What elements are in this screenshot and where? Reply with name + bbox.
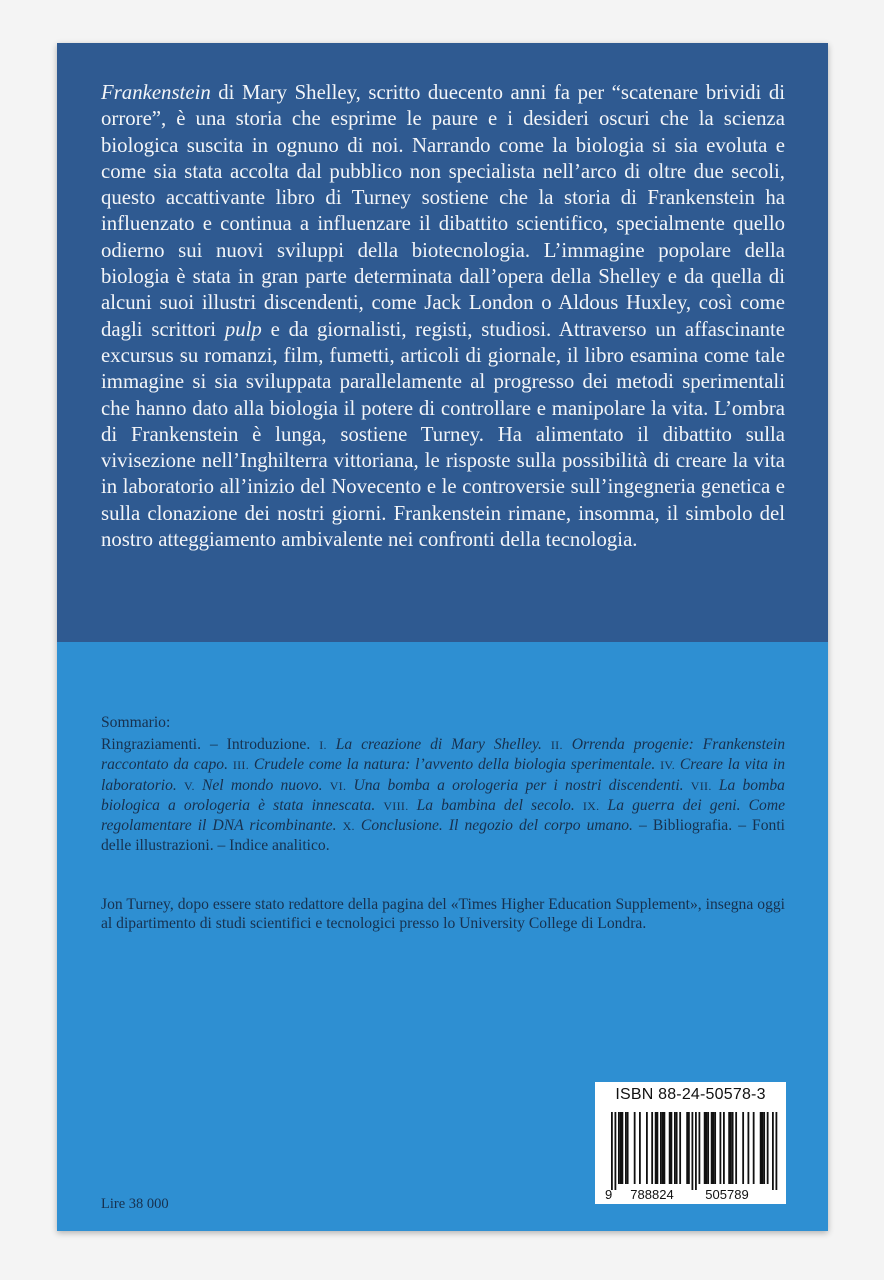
barcode-bar xyxy=(704,1112,706,1184)
barcode-bar xyxy=(723,1112,725,1184)
barcode-bar xyxy=(655,1112,657,1184)
barcode-guard-bar xyxy=(692,1112,694,1190)
barcode-bar xyxy=(732,1112,734,1184)
contents-intro: Ringraziamenti. – Introduzione. xyxy=(101,736,311,754)
isbn-label: ISBN 88-24-50578-3 xyxy=(615,1086,766,1103)
price-label: Lire 38 000 xyxy=(101,1196,169,1212)
barcode-bar xyxy=(688,1112,690,1184)
chapter-title: Nel mondo nuovo. xyxy=(201,776,323,794)
barcode-bar xyxy=(618,1112,620,1184)
barcode-graphic xyxy=(595,1110,786,1202)
barcode-bar xyxy=(763,1112,765,1184)
barcode-bar xyxy=(728,1112,730,1184)
barcode-bar xyxy=(699,1112,701,1184)
barcode-bar xyxy=(730,1112,732,1184)
barcode-bar xyxy=(711,1112,713,1184)
contents-list xyxy=(101,735,785,855)
chapter-numeral: VIII. xyxy=(383,798,409,813)
chapter-numeral: IX. xyxy=(582,798,600,813)
barcode-bars xyxy=(611,1112,777,1190)
isbn-barcode xyxy=(595,1082,786,1204)
barcode-guard-bar xyxy=(611,1112,613,1190)
barcode-guard-bar xyxy=(772,1112,774,1190)
barcode-bar xyxy=(707,1112,709,1184)
ean-first-digit: 9 xyxy=(605,1187,613,1202)
chapter-title: Orrenda progenie: Frankenstein raccontato da capo. xyxy=(101,736,786,774)
barcode-bar xyxy=(625,1112,627,1184)
barcode-bar xyxy=(742,1112,744,1184)
book-back-cover xyxy=(57,43,828,1231)
barcode-bar xyxy=(622,1112,624,1184)
chapter-numeral: VI. xyxy=(329,778,347,793)
barcode-bar xyxy=(669,1112,671,1184)
chapter-title: Conclusione. Il negozio del corpo umano. xyxy=(360,817,633,835)
chapter-title: La guerra dei geni. Come regolamentare il DNA ricombinante. xyxy=(101,796,786,835)
description-panel xyxy=(57,43,828,642)
chapter-title: Crudele come la natura: l’avvento della biologia sperimentale. xyxy=(253,756,656,774)
table-of-contents xyxy=(101,713,785,855)
barcode-guard-bar xyxy=(776,1112,778,1190)
barcode-bar xyxy=(620,1112,622,1184)
ean-left-digits: 788824 xyxy=(630,1187,674,1202)
chapter-numeral: VII. xyxy=(690,778,712,793)
barcode-bar xyxy=(660,1112,662,1184)
barcode-bar xyxy=(676,1112,678,1184)
description-text-part1: di Mary Shelley, scritto duecento anni fa per “scatenare brividi di orrore”, è una storia che esprime le paure e i desideri oscuri che la scienza biologica suscita in ognuno di noi. Narrando come la biologia si sia evoluta e come sia stata accolta dal pubblico non specialista nell’arco di oltre due secoli, questo accattivante libro di Turney sostiene che la storia di Frankenstein ha influenzato e continua a influenzare il dibattito scientifico, specialmente quello odierno sui nuovi sviluppi della biotecnologia. L’immagine popolare della biologia è stata in gran parte determinata dall’opera della Shelley e da quella di alcuni suoi illustri discendenti, come Jack London o Aldous Huxley, così come dagli scrittori xyxy=(101,81,785,341)
barcode-bar xyxy=(753,1112,755,1184)
barcode-bar xyxy=(713,1112,715,1184)
barcode-bar xyxy=(664,1112,666,1184)
barcode-bar xyxy=(706,1112,708,1184)
description-text-part2: e da giornalisti, registi, studiosi. Attraverso un affascinante excursus su romanzi, film, fumetti, articoli di giornale, il libro esamina come tale immagine si sia sviluppata parallelamente al progresso dei metodi sperimentali che hanno dato alla biologia il potere di controllare e manipolare la vita. L’ombra di Frankenstein è lunga, sostiene Turney. Ha alimentato il dibattito sulla vivisezione nell’Inghilterra vittoriana, le risposte sulla possibilità di creare la vita in laboratorio all’inizio del Novecento e le controversie sull’ingegneria genetica e sulla clonazione dei nostri giorni. Frankenstein rimane, insomma, il simbolo del nostro atteggiamento ambivalente nei confronti della tecnologia. xyxy=(101,317,785,552)
barcode-bar xyxy=(735,1112,737,1184)
barcode-bar xyxy=(671,1112,673,1184)
barcode-bar xyxy=(627,1112,629,1184)
barcode-bar xyxy=(634,1112,636,1184)
barcode-bar xyxy=(748,1112,750,1184)
barcode-bar xyxy=(639,1112,641,1184)
barcode-bar xyxy=(720,1112,722,1184)
chapter-title: Una bomba a orologeria per i nostri discendenti. xyxy=(353,776,684,794)
chapter-numeral: I. xyxy=(319,738,327,753)
barcode-bar xyxy=(651,1112,653,1184)
barcode-guard-bar xyxy=(695,1112,697,1190)
barcode-bar xyxy=(767,1112,769,1184)
barcode-bar xyxy=(674,1112,676,1184)
chapter-title: La bomba biologica a orologeria è stata innescata. xyxy=(101,776,785,814)
chapter-numeral: X. xyxy=(342,819,355,834)
description-pulp-word: pulp xyxy=(224,317,262,341)
chapter-numeral: III. xyxy=(232,758,250,773)
barcode-bar xyxy=(762,1112,764,1184)
author-bio: Jon Turney, dopo essere stato redattore della pagina del «Times Higher Education Supplement», insegna oggi al dipartimento di studi scientifici e tecnologici presso lo University College di Londra. xyxy=(101,896,785,933)
book-description xyxy=(101,80,785,553)
barcode-bar xyxy=(686,1112,688,1184)
barcode-guard-bar xyxy=(615,1112,617,1190)
barcode-bar xyxy=(657,1112,659,1184)
description-title: Frankenstein xyxy=(101,81,211,104)
chapter-numeral: II. xyxy=(550,738,563,753)
chapter-title: La creazione di Mary Shelley. xyxy=(335,736,542,754)
barcode-bar xyxy=(714,1112,716,1184)
contents-heading: Sommario: xyxy=(101,714,171,731)
chapter-title: La bambina del secolo. xyxy=(416,796,575,814)
barcode-bar xyxy=(662,1112,664,1184)
chapter-title: Creare la vita in laboratorio. xyxy=(101,756,786,794)
chapter-numeral: IV. xyxy=(660,758,676,773)
ean-right-digits: 505789 xyxy=(705,1187,749,1202)
barcode-bar xyxy=(646,1112,648,1184)
contents-outro: – Bibliografia. – Fonti delle illustrazioni. – Indice analitico. xyxy=(101,817,785,855)
barcode-bar xyxy=(679,1112,681,1184)
barcode-bar xyxy=(760,1112,762,1184)
chapter-numeral: V. xyxy=(184,778,195,793)
